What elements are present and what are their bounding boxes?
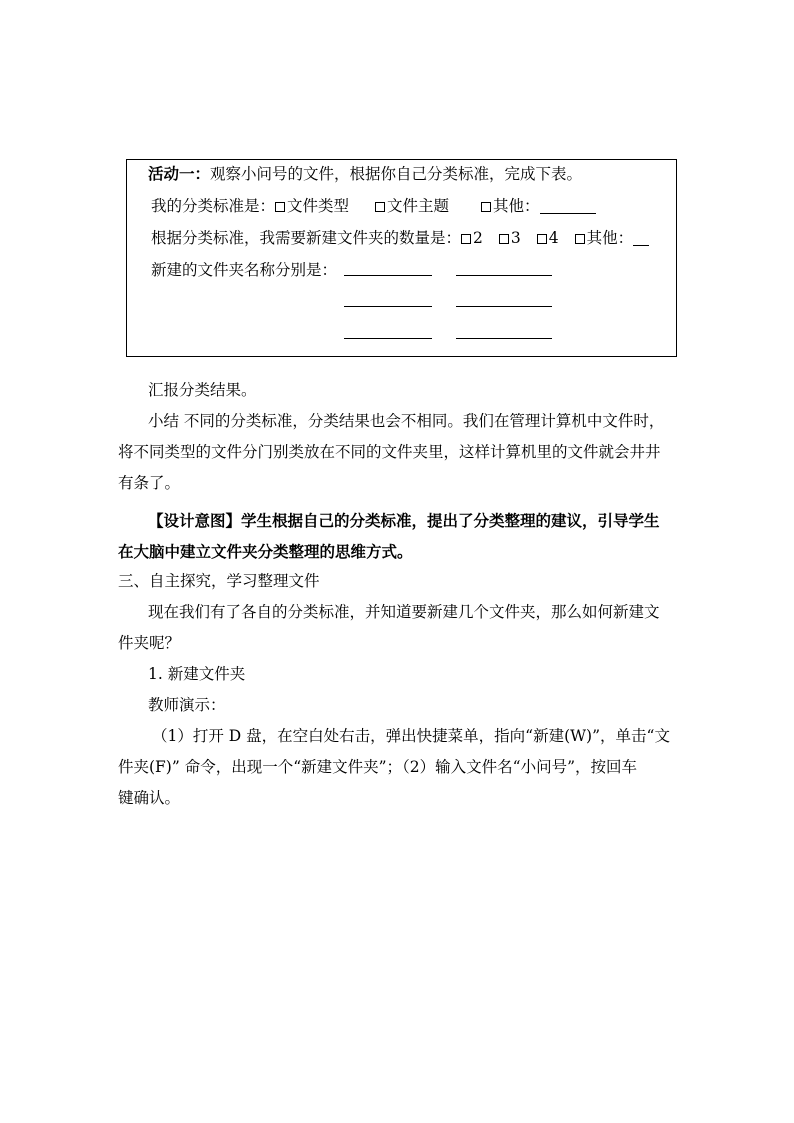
report-text: 汇报分类结果。: [148, 381, 257, 399]
count-option-other[interactable]: 其他：: [575, 228, 634, 248]
count-row: [151, 228, 649, 248]
checkbox-icon[interactable]: [537, 234, 547, 244]
demo-line-2: 件夹(F)” 命令，出现一个“新建文件夹”；（2）输入文件名“小问号”，按回车: [118, 758, 638, 776]
explore-line-2: 件夹呢？: [118, 634, 181, 652]
teacher-demo-label: 教师演示：: [148, 696, 226, 714]
standard-option-type[interactable]: 文件类型: [275, 196, 349, 216]
standard-row: [151, 196, 596, 216]
count-label: 根据分类标准，我需要新建文件夹的数量是：: [151, 229, 462, 247]
folder-name-blank-1[interactable]: [344, 275, 432, 276]
count-option-4[interactable]: 4: [537, 228, 559, 248]
activity-box: [126, 159, 677, 357]
summary-line-3: 有条了。: [118, 474, 181, 492]
section-heading: 三、自主探究，学习整理文件: [118, 572, 320, 590]
folder-name-blank-2[interactable]: [456, 275, 552, 276]
standard-other-blank[interactable]: [540, 197, 596, 214]
checkbox-icon[interactable]: [275, 202, 285, 212]
summary-line-2: 将不同类型的文件分门别类放在不同的文件夹里，这样计算机里的文件就会井井: [118, 443, 661, 461]
explore-line-1: 现在我们有了各自的分类标准，并知道要新建几个文件夹，那么如何新建文: [148, 603, 660, 621]
count-option-3[interactable]: 3: [499, 228, 521, 248]
activity-title: 活动一：: [148, 164, 211, 183]
standard-option-other[interactable]: 其他：: [481, 196, 540, 216]
step-heading: 1. 新建文件夹: [148, 665, 246, 683]
folder-name-blank-3[interactable]: [344, 306, 432, 307]
demo-line-1: （1）打开 D 盘，在空白处右击，弹出快捷菜单，指向“新建(W)”，单击“文: [152, 727, 670, 745]
checkbox-icon[interactable]: [461, 234, 471, 244]
checkbox-icon[interactable]: [481, 202, 491, 212]
names-label: 新建的文件夹名称分别是：: [151, 261, 338, 279]
count-other-blank[interactable]: [633, 229, 649, 246]
checkbox-icon[interactable]: [375, 202, 385, 212]
activity-instruction: 观察小问号的文件，根据你自己分类标准，完成下表。: [210, 165, 583, 183]
activity-heading: [148, 164, 582, 184]
design-intent-line-1: 【设计意图】学生根据自己的分类标准，提出了分类整理的建议，引导学生: [148, 511, 660, 530]
folder-name-blank-6[interactable]: [456, 338, 552, 339]
count-option-2[interactable]: 2: [461, 228, 483, 248]
folder-name-blank-4[interactable]: [456, 306, 552, 307]
checkbox-icon[interactable]: [575, 234, 585, 244]
standard-option-topic[interactable]: 文件主题: [375, 196, 449, 216]
folder-name-blank-5[interactable]: [344, 338, 432, 339]
standard-label: 我的分类标准是：: [151, 197, 276, 215]
demo-line-3: 键确认。: [118, 789, 181, 807]
summary-line-1: 小结 不同的分类标准，分类结果也会不相同。我们在管理计算机中文件时，: [148, 412, 665, 430]
checkbox-icon[interactable]: [499, 234, 509, 244]
design-intent-line-2: 在大脑中建立文件夹分类整理的思维方式。: [118, 542, 413, 561]
